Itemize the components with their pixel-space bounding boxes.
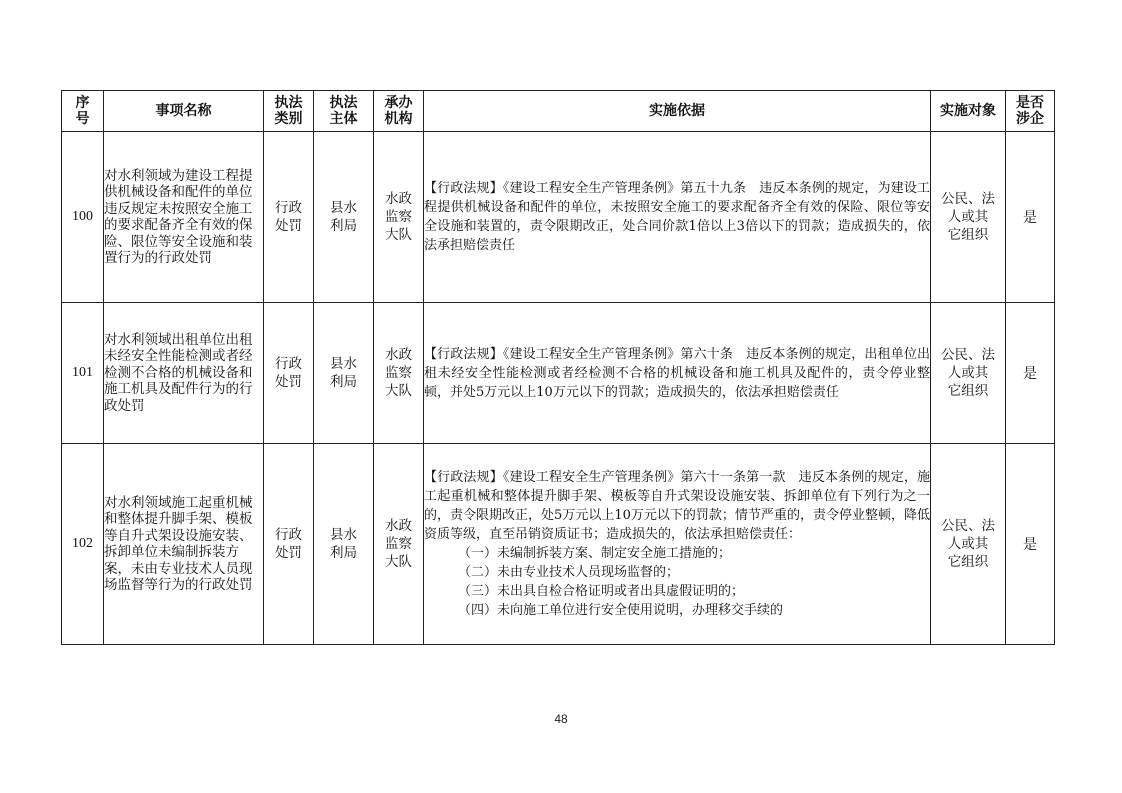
enforcement-items-table — [61, 90, 1055, 645]
row-seq: 100 — [62, 132, 104, 303]
table-row — [62, 132, 1055, 303]
row-item-name: 对水利领域施工起重机械和整体提升脚手架、模板等自升式架设设施安装、拆卸单位未编制拆装方案，未由专业技术人员现场监督等行为的行政处罚 — [104, 444, 264, 645]
header-enterprise: 是否 涉企 — [1006, 91, 1055, 132]
row-target: 公民、法 人或其 它组织 — [931, 132, 1006, 303]
row-target: 公民、法 人或其 它组织 — [931, 444, 1006, 645]
row-basis: 【行政法规】《建设工程安全生产管理条例》第六十条 违反本条例的规定，出租单位出租未经安全性能检测或者经检测不合格的机械设备和施工机具及配件的，责令停业整顿，并处5万元以上10万元以下的罚款；造成损失的，依法承担赔偿责任 — [424, 303, 931, 444]
row-item-name: 对水利领域出租单位出租未经安全性能检测或者经检测不合格的机械设备和施工机具及配件行为的行政处罚 — [104, 303, 264, 444]
row-type: 行政 处罚 — [264, 444, 314, 645]
basis-item: （一）未编制拆装方案、制定安全施工措施的； — [458, 546, 732, 561]
row-basis: 【行政法规】《建设工程安全生产管理条例》第五十九条 违反本条例的规定，为建设工程提供机械设备和配件的单位，未按照安全施工的要求配备齐全有效的保险、限位等安全设施和装置的，责令限期改正，处合同价款1倍以上3倍以下的罚款；造成损失的，依法承担赔偿责任 — [424, 132, 931, 303]
row-type: 行政 处罚 — [264, 132, 314, 303]
row-type: 行政 处罚 — [264, 303, 314, 444]
row-seq: 102 — [62, 444, 104, 645]
basis-item: （二）未由专业技术人员现场监督的； — [458, 565, 680, 580]
header-seq: 序 号 — [62, 91, 104, 132]
header-org: 承办 机构 — [374, 91, 424, 132]
header-type: 执法 类别 — [264, 91, 314, 132]
row-org: 水政 监察 大队 — [374, 132, 424, 303]
row-enterprise: 是 — [1006, 132, 1055, 303]
header-basis: 实施依据 — [424, 91, 931, 132]
row-enterprise: 是 — [1006, 444, 1055, 645]
basis-item: （三）未出具自检合格证明或者出具虚假证明的； — [458, 584, 745, 599]
row-org: 水政 监察 大队 — [374, 303, 424, 444]
page-number: 48 — [554, 712, 568, 726]
row-target: 公民、法 人或其 它组织 — [931, 303, 1006, 444]
basis-item: （四）未向施工单位进行安全使用说明，办理移交手续的 — [458, 603, 784, 618]
row-seq: 101 — [62, 303, 104, 444]
header-subject: 执法 主体 — [314, 91, 374, 132]
row-subject: 县水 利局 — [314, 132, 374, 303]
row-enterprise: 是 — [1006, 303, 1055, 444]
header-row — [62, 91, 1055, 132]
row-org: 水政 监察 大队 — [374, 444, 424, 645]
table-row — [62, 444, 1055, 645]
header-name: 事项名称 — [104, 91, 264, 132]
row-item-name: 对水利领域为建设工程提供机械设备和配件的单位违反规定未按照安全施工的要求配备齐全有效的保险、限位等安全设施和装置行为的行政处罚 — [104, 132, 264, 303]
row-subject: 县水 利局 — [314, 303, 374, 444]
table-row — [62, 303, 1055, 444]
header-target: 实施对象 — [931, 91, 1006, 132]
row-subject: 县水 利局 — [314, 444, 374, 645]
row-basis: 【行政法规】《建设工程安全生产管理条例》第六十一条第一款 违反本条例的规定，施工起重机械和整体提升脚手架、模板等自升式架设设施安装、拆卸单位有下列行为之一的，责令限期改正，处5万元以上10万元以下的罚款；情节严重的，责令停业整顿，降低资质等级，直至吊销资质证书；造成损失的，依法承担赔偿责任： （一）未编制拆装方案、制定安全施工措施的； （二）未由专业技术人员现场监督的； （三）未出具自检合格证明或者出具虚假证明的； （四）未向施工单位进行安全使用说明，办理移交手续的 — [424, 444, 931, 645]
